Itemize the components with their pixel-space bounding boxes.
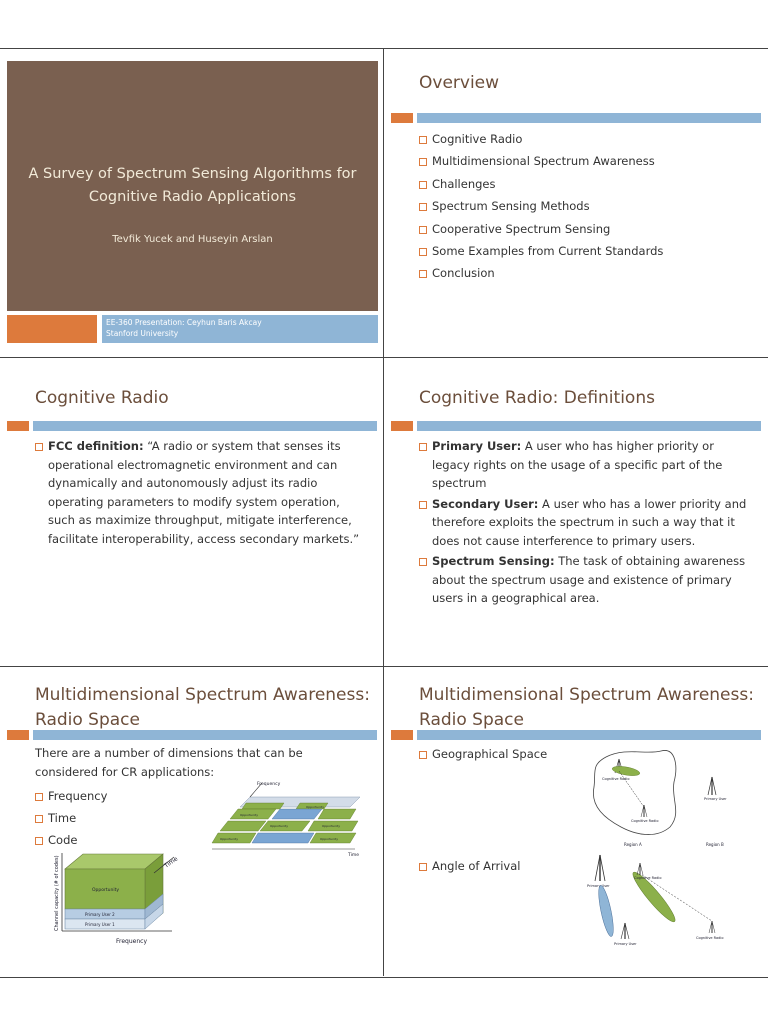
svg-text:Opportunity: Opportunity [240, 813, 259, 817]
orange-accent-bar [391, 113, 413, 123]
angle-of-arrival-diagram [584, 853, 744, 953]
cube-layer-2-label: Primary User 2 [85, 912, 115, 917]
slide-radio-space-geography [384, 667, 767, 975]
list-item: Cognitive Radio [419, 130, 753, 149]
svg-text:Opportunity: Opportunity [270, 824, 289, 828]
bullet-square-icon [419, 443, 427, 451]
list-item: Spectrum Sensing Methods [419, 197, 753, 216]
blue-accent-bar [417, 730, 761, 740]
list-item: Geographical Space [419, 745, 567, 764]
list-item: Angle of Arrival [419, 857, 567, 876]
region-a-label: Region A [624, 842, 642, 847]
overview-list [419, 130, 753, 287]
primary-user-tower-icon [595, 855, 605, 881]
list-item: Challenges [419, 175, 753, 194]
radio-space-intro: There are a number of dimensions that can be considered for CR applications: [35, 746, 303, 779]
aoa-primary-user-label-1: Primary User [587, 884, 610, 888]
list-item: Cooperative Spectrum Sensing [419, 220, 753, 239]
list-item: Secondary User: A user who has a lower priority and therefore exploits the spectrum in such a way that it does not cause interference to primary users. [419, 495, 753, 551]
geo-cognitive-radio-label: Cognitive Radio [602, 777, 630, 781]
radio-space-title: Multidimensional Spectrum Awareness: Radio Space [419, 685, 754, 730]
orange-accent-block [7, 315, 97, 343]
aoa-primary-user-label-2: Primary User [614, 942, 637, 946]
orange-accent-bar [7, 421, 29, 431]
definitions-title: Cognitive Radio: Definitions [419, 388, 655, 408]
bullet-square-icon [419, 751, 427, 759]
presenter-line-1: EE-360 Presentation: Ceyhun Baris Akcay [106, 318, 262, 327]
orange-accent-bar [391, 421, 413, 431]
bullet-square-icon [419, 863, 427, 871]
region-b-label: Region B [706, 842, 724, 847]
blue-accent-bar [33, 730, 377, 740]
fcc-definition-text: “A radio or system that senses its operational electromagnetic environment and can dynamically and autonomously adjust its radio operating parameters to modify system operation, such as maximize throughput, mitigate interference, facilitate interoperability, access secondary markets.” [48, 439, 360, 546]
cube-layer-1-label: Primary User 1 [85, 922, 115, 927]
cognitive-radio-title: Cognitive Radio [35, 388, 169, 408]
slide-radio-space-dimensions [0, 667, 383, 975]
dimensions-list [35, 787, 133, 850]
bullet-square-icon [419, 181, 427, 189]
overview-title: Overview [419, 73, 500, 93]
presenter-banner [102, 315, 378, 343]
bullet-square-icon [35, 443, 43, 451]
list-item: Frequency [35, 787, 133, 806]
blue-accent-bar [417, 421, 761, 431]
cube-y-axis-label: Channel capacity (# of codes) [54, 855, 60, 931]
cognitive-radio-antenna-icon [709, 921, 715, 933]
presentation-authors: Tevfik Yucek and Huseyin Arslan [112, 234, 273, 245]
geographical-space-diagram [586, 747, 736, 849]
cube-diagram [50, 851, 180, 951]
radio-space-title: Multidimensional Spectrum Awareness: Radio Space [35, 685, 370, 730]
geo-primary-user-label: Primary User [704, 797, 727, 801]
bullet-square-icon [419, 270, 427, 278]
bullet-square-icon [419, 501, 427, 509]
bullet-square-icon [419, 226, 427, 234]
svg-text:Opportunity: Opportunity [320, 837, 339, 841]
bullet-square-icon [419, 558, 427, 566]
presenter-info [106, 317, 262, 339]
presentation-title: A Survey of Spectrum Sensing Algorithms for Cognitive Radio Applications [28, 166, 357, 205]
bullet-square-icon [419, 136, 427, 144]
definitions-list [419, 437, 753, 610]
svg-text:Opportunity: Opportunity [306, 805, 325, 809]
list-item: Multidimensional Spectrum Awareness [419, 152, 753, 171]
list-item: Code [35, 831, 133, 850]
bullet-square-icon [419, 203, 427, 211]
primary-user-tower-icon [708, 777, 716, 795]
list-item: Some Examples from Current Standards [419, 242, 753, 261]
blue-accent-bar [417, 113, 761, 123]
bullet-square-icon [35, 793, 43, 801]
frequency-time-diagram [210, 779, 370, 859]
cube-opportunity-label: Opportunity [92, 888, 120, 893]
cognitive-radio-list [35, 437, 369, 548]
bullet-square-icon [35, 815, 43, 823]
geo-list-2 [419, 857, 567, 876]
slide-title [0, 49, 383, 357]
primary-user-beam [596, 885, 617, 938]
aoa-cognitive-radio-label-2: Cognitive Radio [696, 936, 724, 940]
list-item: Spectrum Sensing: The task of obtaining awareness about the spectrum usage and existence of primary users in a geographical area. [419, 552, 753, 608]
list-item: Primary User: A user who has higher priority or legacy rights on the usage of a specific part of the spectrum [419, 437, 753, 493]
fcc-definition-term: FCC definition: [48, 439, 144, 453]
geo-cognitive-radio-label-2: Cognitive Radio [631, 819, 659, 823]
orange-accent-bar [391, 730, 413, 740]
geo-list-1 [419, 745, 567, 764]
svg-text:Opportunity: Opportunity [220, 837, 239, 841]
cube-z-axis-label: Time [163, 855, 180, 870]
presenter-line-2: Stanford University [106, 329, 179, 338]
blue-accent-bar [33, 421, 377, 431]
slide-definitions [384, 358, 767, 666]
slide-overview [384, 49, 767, 357]
svg-text:Opportunity: Opportunity [322, 824, 341, 828]
title-background [7, 61, 378, 311]
list-item: Time [35, 809, 133, 828]
cube-x-axis-label: Frequency [116, 938, 147, 945]
grid-frequency-label: Frequency [257, 782, 281, 787]
slide-cognitive-radio [0, 358, 383, 666]
primary-user-tower-icon [621, 923, 629, 939]
grid-time-label: Time [348, 853, 360, 858]
list-item: Conclusion [419, 264, 753, 283]
bullet-square-icon [419, 158, 427, 166]
aoa-cognitive-radio-label-1: Cognitive Radio [634, 876, 662, 880]
bullet-square-icon [419, 248, 427, 256]
orange-accent-bar [7, 730, 29, 740]
bullet-square-icon [35, 837, 43, 845]
list-item [35, 437, 369, 548]
